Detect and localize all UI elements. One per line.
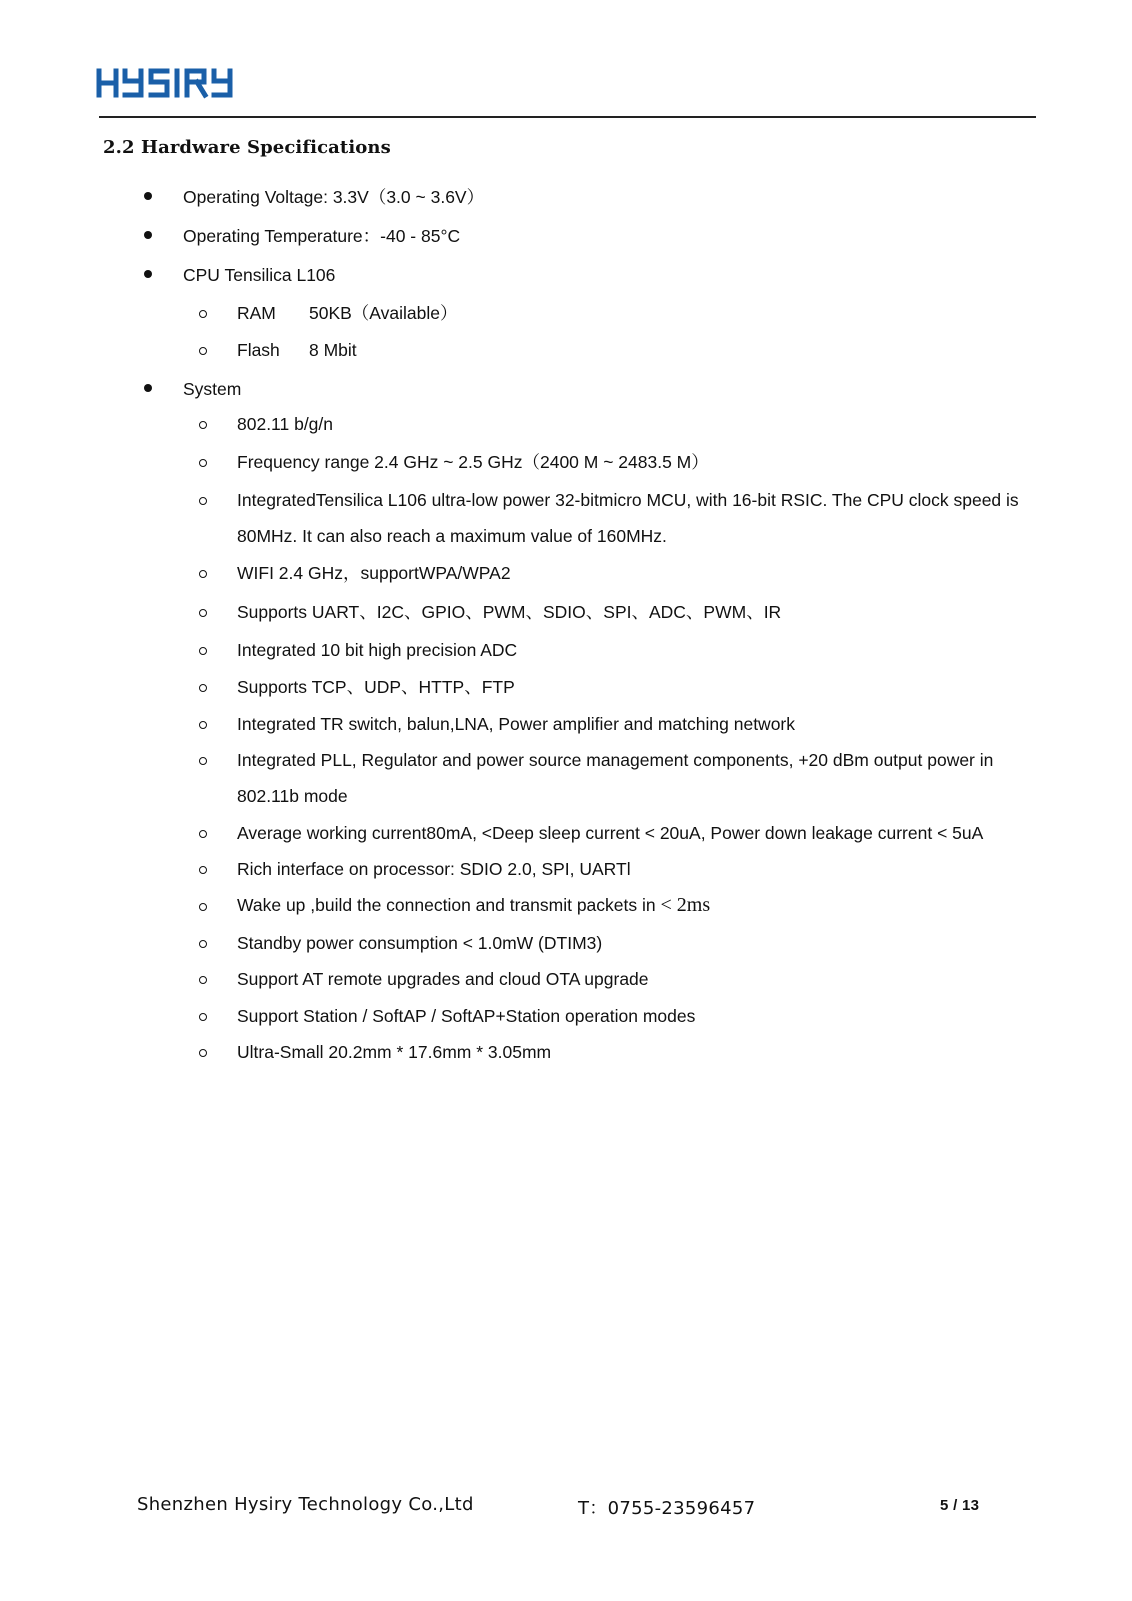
ram-value: 50KB（Available） <box>309 303 458 323</box>
bullet-circle <box>199 347 207 355</box>
system-frequency: Frequency range 2.4 GHz ~ 2.5 GHz（2400 M ~ 2483.5 M） <box>237 452 709 472</box>
footer-company: Shenzhen Hysiry Technology Co.,Ltd <box>137 1494 474 1515</box>
system-ota: Support AT remote upgrades and cloud OTA upgrade <box>237 969 649 989</box>
system-interfaces: Supports UART、I2C、GPIO、PWM、SDIO、SPI、ADC、PWM、IR <box>237 602 782 622</box>
system-size: Ultra-Small 20.2mm * 17.6mm * 3.05mm <box>237 1042 552 1062</box>
bullet-circle <box>199 757 207 765</box>
spec-cpu: CPU Tensilica L106 <box>183 265 336 285</box>
system-adc: Integrated 10 bit high precision ADC <box>237 640 518 660</box>
system-pll: Integrated PLL, Regulator and power source management components, +20 dBm output power in 802.11b mode <box>237 750 994 806</box>
bullet-circle <box>199 609 207 617</box>
system-rich-interface: Rich interface on processor: SDIO 2.0, SPI, UARTl <box>237 859 631 879</box>
flash-key: Flash <box>237 340 280 360</box>
wakeup-time: < 2ms <box>660 894 711 916</box>
spec-voltage: Operating Voltage: 3.3V（3.0 ~ 3.6V） <box>183 187 485 207</box>
spec-flash <box>237 332 357 368</box>
footer-phone: T：0755-23596457 <box>578 1498 756 1519</box>
header-rule <box>99 116 1036 118</box>
hysiry-logo <box>96 66 256 100</box>
section-title: 2.2 Hardware Specifications <box>103 137 391 158</box>
bullet-dot <box>144 384 152 392</box>
bullet-circle <box>199 647 207 655</box>
bullet-circle <box>199 684 207 692</box>
system-modes: Support Station / SoftAP / SoftAP+Station operation modes <box>237 1006 696 1026</box>
bullet-circle <box>199 866 207 874</box>
bullet-circle <box>199 421 207 429</box>
page-number: 5 / 13 <box>940 1497 980 1514</box>
spec-ram <box>237 295 458 331</box>
bullet-circle <box>199 570 207 578</box>
flash-value: 8 Mbit <box>309 340 357 360</box>
ram-key: RAM <box>237 303 276 323</box>
system-current: Average working current80mA, <Deep sleep current < 20uA, Power down leakage current < 5uA <box>237 823 984 843</box>
wakeup-text: Wake up ,build the connection and transmit packets in <box>237 895 661 915</box>
system-rf: Integrated TR switch, balun,LNA, Power amplifier and matching network <box>237 714 796 734</box>
bullet-circle <box>199 721 207 729</box>
system-wifi: WIFI 2.4 GHz，supportWPA/WPA2 <box>237 563 511 583</box>
spec-temperature: Operating Temperature：-40 - 85°C <box>183 226 461 246</box>
system-mcu: IntegratedTensilica L106 ultra-low power 32-bitmicro MCU, with 16-bit RSIC. The CPU clock speed is 80MHz. It can also reach a maximum value of 160MHz. <box>237 490 1019 546</box>
bullet-circle <box>199 940 207 948</box>
system-protocols: Supports TCP、UDP、HTTP、FTP <box>237 677 515 697</box>
system-wakeup <box>237 887 710 923</box>
system-standard: 802.11 b/g/n <box>237 414 334 434</box>
bullet-dot <box>144 192 152 200</box>
bullet-circle <box>199 1049 207 1057</box>
bullet-circle <box>199 1013 207 1021</box>
bullet-circle <box>199 976 207 984</box>
spec-system: System <box>183 379 242 399</box>
bullet-circle <box>199 459 207 467</box>
system-standby: Standby power consumption < 1.0mW (DTIM3) <box>237 933 603 953</box>
bullet-dot <box>144 231 152 239</box>
bullet-circle <box>199 310 207 318</box>
bullet-circle <box>199 830 207 838</box>
bullet-dot <box>144 270 152 278</box>
bullet-circle <box>199 903 207 911</box>
bullet-circle <box>199 497 207 505</box>
